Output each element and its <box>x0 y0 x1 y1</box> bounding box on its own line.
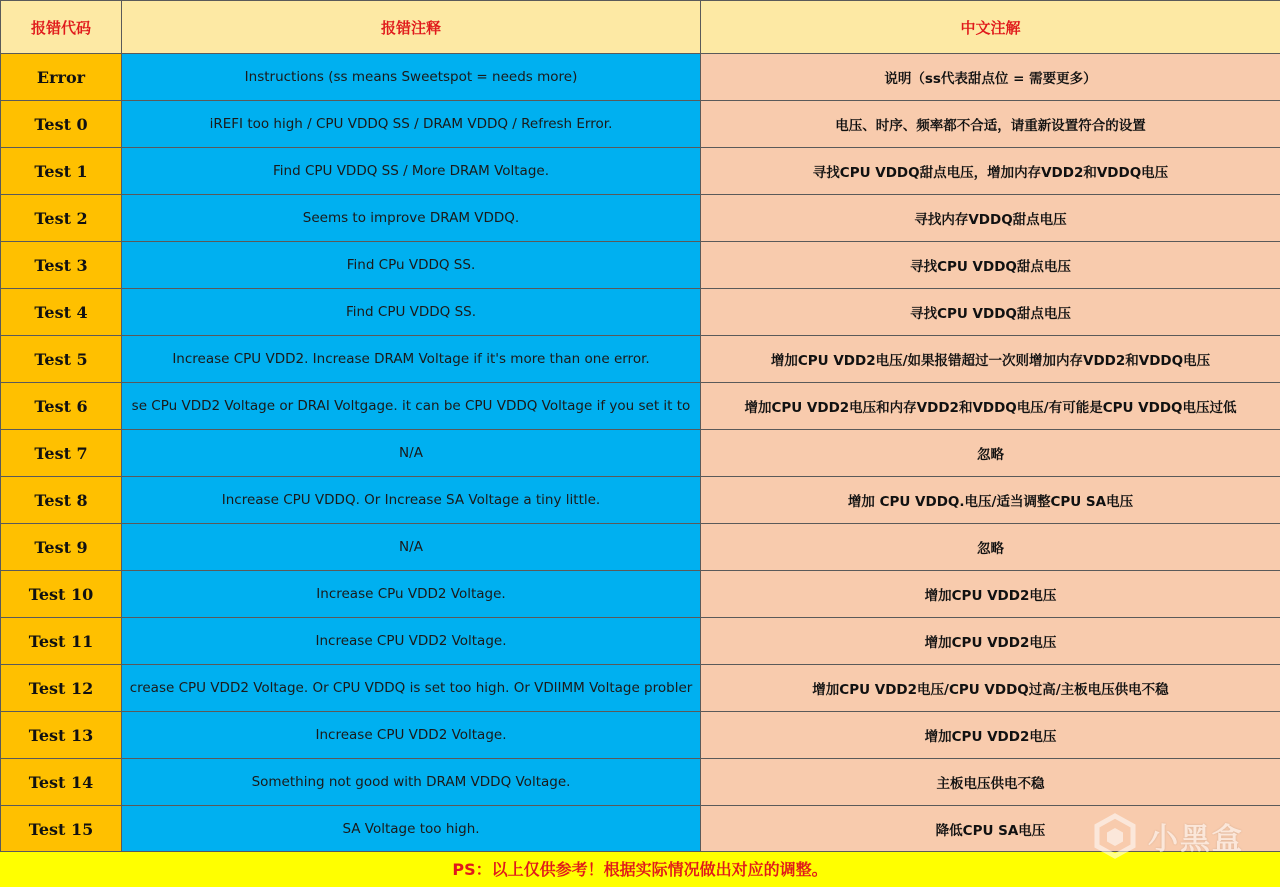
chinese-note-cell: 寻找CPU VDDQ甜点电压 <box>701 289 1280 336</box>
chinese-note-cell: 增加CPU VDD2电压和内存VDD2和VDDQ电压/有可能是CPU VDDQ电压过低 <box>701 383 1280 430</box>
english-note-text: se CPu VDD2 Voltage or DRAI Voltgage. it can be CPU VDDQ Voltage if you set it to <box>131 398 691 414</box>
english-note-text: N/A <box>399 445 423 461</box>
chinese-note-cell: 主板电压供电不稳 <box>701 759 1280 806</box>
english-note-text: Increase CPU VDD2 Voltage. <box>315 727 507 743</box>
english-note-cell <box>122 383 701 430</box>
english-note-cell <box>122 242 701 289</box>
header-english-note: 报错注释 <box>122 1 701 54</box>
english-note-text: Increase CPU VDD2 Voltage. <box>315 633 507 649</box>
chinese-note-cell: 增加CPU VDD2电压 <box>701 712 1280 759</box>
english-note-text: N/A <box>399 539 423 555</box>
error-code-cell: Test 12 <box>1 665 122 712</box>
english-note-text: Increase CPU VDDQ. Or Increase SA Voltage a tiny little. <box>221 492 601 508</box>
table-row <box>1 195 1280 242</box>
english-note-cell <box>122 806 701 853</box>
header-error-code: 报错代码 <box>1 1 122 54</box>
chinese-note-cell: 寻找CPU VDDQ甜点电压，增加内存VDD2和VDDQ电压 <box>701 148 1280 195</box>
error-code-cell: Test 0 <box>1 101 122 148</box>
chinese-note-cell: 说明（ss代表甜点位 = 需要更多） <box>701 54 1280 101</box>
english-note-text: Increase CPu VDD2 Voltage. <box>316 586 506 602</box>
header-row <box>1 1 1280 54</box>
chinese-note-cell: 增加CPU VDD2电压/如果报错超过一次则增加内存VDD2和VDDQ电压 <box>701 336 1280 383</box>
error-code-cell: Test 13 <box>1 712 122 759</box>
error-code-cell: Test 14 <box>1 759 122 806</box>
table-row <box>1 806 1280 853</box>
table-row <box>1 101 1280 148</box>
table-row <box>1 712 1280 759</box>
chinese-note-cell: 电压、时序、频率都不合适，请重新设置符合的设置 <box>701 101 1280 148</box>
table-row <box>1 242 1280 289</box>
table-row <box>1 336 1280 383</box>
english-note-cell <box>122 571 701 618</box>
error-code-cell: Error <box>1 54 122 101</box>
english-note-text: Seems to improve DRAM VDDQ. <box>302 210 520 226</box>
table-row <box>1 54 1280 101</box>
error-code-cell: Test 4 <box>1 289 122 336</box>
english-note-cell <box>122 101 701 148</box>
table-row <box>1 571 1280 618</box>
english-note-cell <box>122 712 701 759</box>
error-code-cell: Test 6 <box>1 383 122 430</box>
table-row <box>1 665 1280 712</box>
english-note-cell <box>122 289 701 336</box>
english-note-text: Something not good with DRAM VDDQ Voltage. <box>251 774 571 790</box>
english-note-cell <box>122 195 701 242</box>
table-row <box>1 477 1280 524</box>
error-code-cell: Test 8 <box>1 477 122 524</box>
table-row <box>1 148 1280 195</box>
error-code-cell: Test 7 <box>1 430 122 477</box>
english-note-cell <box>122 54 701 101</box>
english-note-cell <box>122 430 701 477</box>
header-chinese-note: 中文注解 <box>701 1 1280 54</box>
english-note-text: Increase CPU VDD2. Increase DRAM Voltage if it's more than one error. <box>172 351 650 367</box>
error-code-cell: Test 15 <box>1 806 122 853</box>
table-row <box>1 618 1280 665</box>
english-note-cell <box>122 665 701 712</box>
chinese-note-cell: 增加 CPU VDDQ.电压/适当调整CPU SA电压 <box>701 477 1280 524</box>
footer-note: PS：以上仅供参考！根据实际情况做出对应的调整。 <box>0 851 1280 887</box>
english-note-text: Instructions (ss means Sweetspot = needs more) <box>244 69 578 85</box>
chinese-note-cell: 增加CPU VDD2电压/CPU VDDQ过高/主板电压供电不稳 <box>701 665 1280 712</box>
english-note-cell <box>122 477 701 524</box>
table-body <box>1 54 1280 853</box>
chinese-note-cell: 增加CPU VDD2电压 <box>701 571 1280 618</box>
english-note-cell <box>122 618 701 665</box>
table-row <box>1 383 1280 430</box>
error-code-cell: Test 11 <box>1 618 122 665</box>
error-code-cell: Test 3 <box>1 242 122 289</box>
english-note-cell <box>122 524 701 571</box>
watermark-text: 小黑盒 <box>1148 822 1244 857</box>
error-code-cell: Test 5 <box>1 336 122 383</box>
chinese-note-cell: 忽略 <box>701 430 1280 477</box>
english-note-text: Find CPU VDDQ SS / More DRAM Voltage. <box>273 163 549 179</box>
error-code-cell: Test 9 <box>1 524 122 571</box>
english-note-text: crease CPU VDD2 Voltage. Or CPU VDDQ is set too high. Or VDlIMM Voltage probler <box>129 680 693 696</box>
error-code-cell: Test 2 <box>1 195 122 242</box>
english-note-cell <box>122 759 701 806</box>
chinese-note-cell: 寻找CPU VDDQ甜点电压 <box>701 242 1280 289</box>
error-code-cell: Test 1 <box>1 148 122 195</box>
chinese-note-cell: 降低CPU SA电压 <box>701 806 1280 853</box>
chinese-note-cell: 增加CPU VDD2电压 <box>701 618 1280 665</box>
table-row <box>1 430 1280 477</box>
chinese-note-cell: 寻找内存VDDQ甜点电压 <box>701 195 1280 242</box>
english-note-cell <box>122 148 701 195</box>
table-row <box>1 289 1280 336</box>
table-row <box>1 759 1280 806</box>
error-code-cell: Test 10 <box>1 571 122 618</box>
english-note-cell <box>122 336 701 383</box>
chinese-note-cell: 忽略 <box>701 524 1280 571</box>
english-note-text: SA Voltage too high. <box>342 821 480 837</box>
english-note-text: iREFI too high / CPU VDDQ SS / DRAM VDDQ / Refresh Error. <box>209 116 613 132</box>
table-row <box>1 524 1280 571</box>
english-note-text: Find CPU VDDQ SS. <box>345 304 477 320</box>
english-note-text: Find CPu VDDQ SS. <box>346 257 476 273</box>
